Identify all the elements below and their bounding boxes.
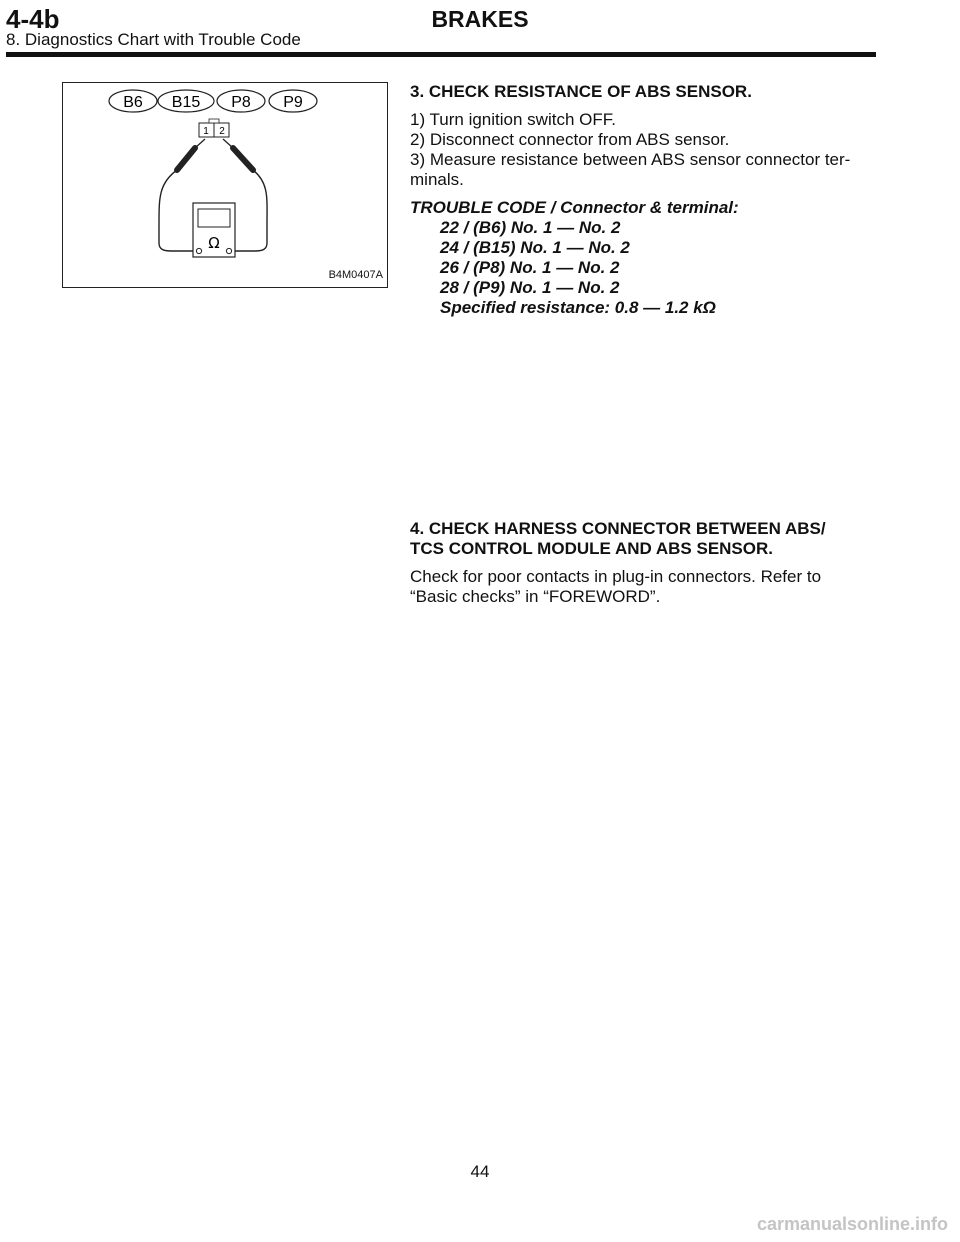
connector-label-b6: B6 (123, 94, 143, 111)
step-3-line: minals. (410, 170, 464, 189)
ohmmeter-terminal-left (196, 248, 201, 253)
step-3-line: 3) Measure resistance between ABS sensor connector ter- (410, 150, 851, 169)
step-4-heading: 4. CHECK HARNESS CONNECTOR BETWEEN ABS/ (410, 519, 826, 538)
pin-label-2: 2 (219, 126, 225, 137)
trouble-code-heading: TROUBLE CODE / Connector & terminal: (410, 198, 739, 217)
left-probe-grip (177, 148, 195, 170)
connector-label-p9: P9 (283, 94, 303, 111)
watermark: carmanualsonline.info (756, 1214, 948, 1234)
resistance-measurement-diagram (63, 83, 389, 289)
ohm-symbol-icon: Ω (208, 234, 220, 252)
page-title: BRAKES (431, 6, 529, 32)
abs-sensor-figure (62, 82, 388, 288)
step-4-heading: TCS CONTROL MODULE AND ABS SENSOR. (410, 539, 773, 558)
page-number: 44 (470, 1162, 490, 1181)
connector-label-b15: B15 (171, 94, 201, 111)
step-3-section (410, 82, 865, 318)
section-subtitle: 8. Diagnostics Chart with Trouble Code (6, 30, 301, 49)
step-3-heading: 3. CHECK RESISTANCE OF ABS SENSOR. (410, 82, 752, 101)
step-3-line: 2) Disconnect connector from ABS sensor. (410, 130, 730, 149)
trouble-code-line: 26 / (P8) No. 1 — No. 2 (440, 258, 620, 277)
specified-resistance: Specified resistance: 0.8 — 1.2 kΩ (440, 298, 716, 317)
trouble-code-line: 22 / (B6) No. 1 — No. 2 (440, 218, 621, 237)
step-3-line: 1) Turn ignition switch OFF. (410, 110, 616, 129)
pin-label-1: 1 (203, 126, 209, 137)
step-4-section (410, 519, 865, 607)
section-number: 4-4b (6, 4, 60, 34)
ohmmeter-display (198, 209, 230, 227)
header-divider (6, 52, 876, 57)
figure-code: B4M0407A (328, 269, 383, 281)
step-4-body: “Basic checks” in “FOREWORD”. (410, 587, 661, 606)
trouble-code-line: 28 / (P9) No. 1 — No. 2 (440, 278, 620, 297)
left-test-lead (159, 170, 193, 251)
right-probe-grip (233, 148, 253, 170)
connector-label-p8: P8 (231, 94, 251, 111)
step-4-body: Check for poor contacts in plug-in connectors. Refer to (410, 567, 822, 586)
right-test-lead (235, 170, 267, 251)
connector-lock-tab (209, 119, 219, 123)
trouble-code-line: 24 / (B15) No. 1 — No. 2 (440, 238, 630, 257)
ohmmeter-terminal-right (226, 248, 231, 253)
